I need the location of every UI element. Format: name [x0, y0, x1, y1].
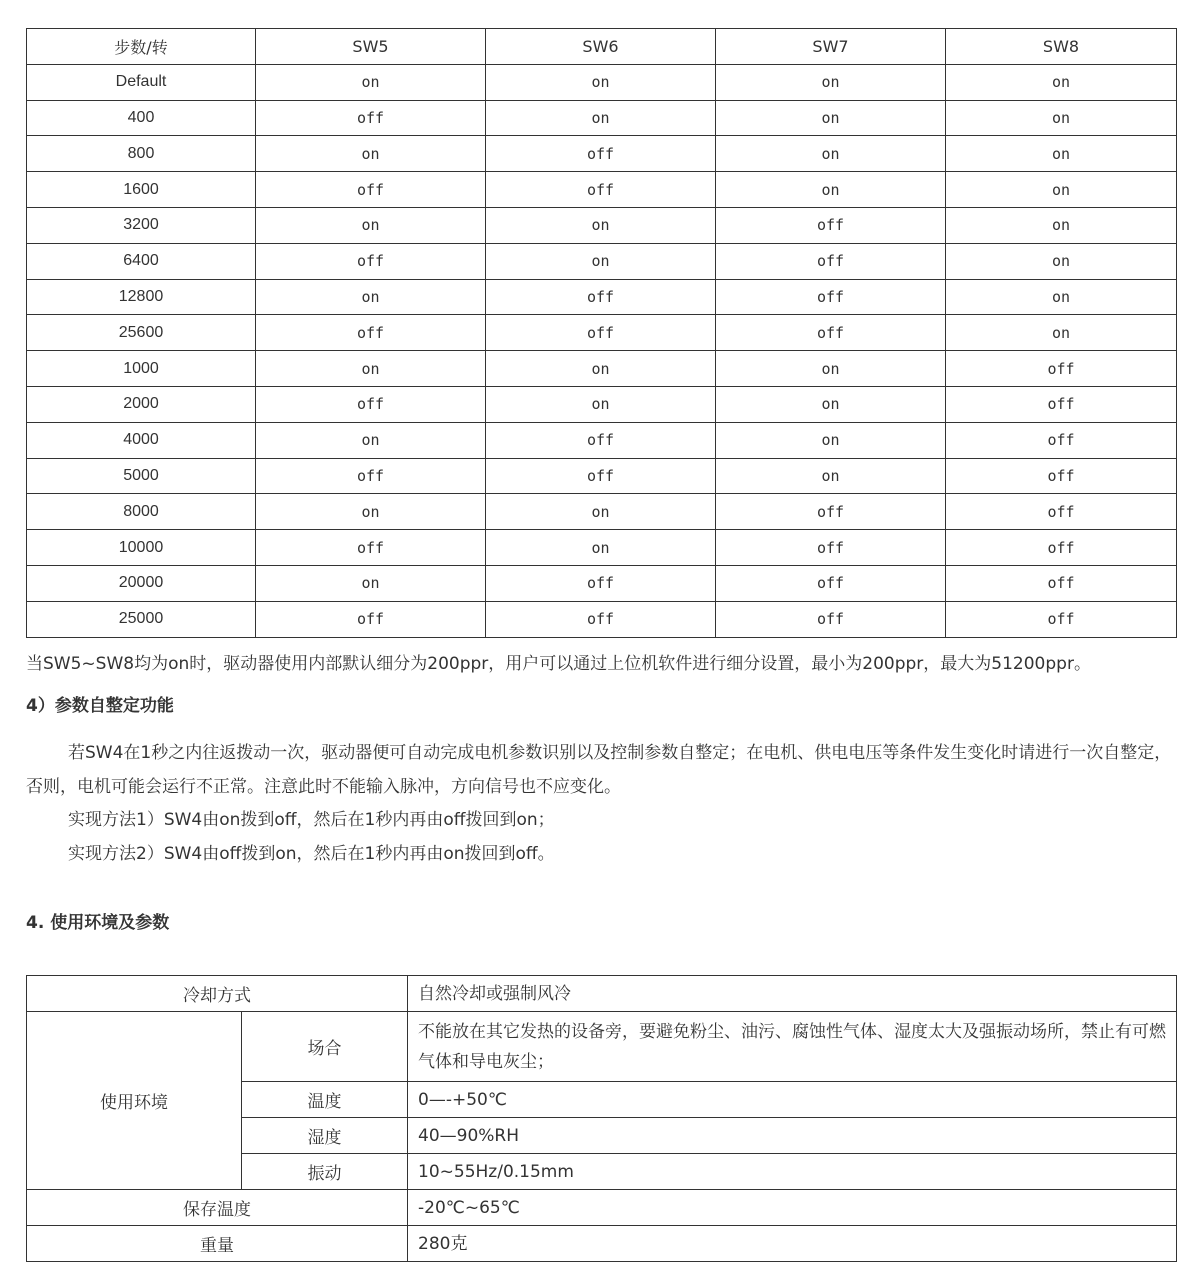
steps-cell: 10000	[27, 530, 256, 566]
table-header-row	[27, 29, 1177, 65]
switch-state-cell: off	[256, 172, 486, 208]
steps-cell: 4000	[27, 422, 256, 458]
switch-state-cell: off	[256, 458, 486, 494]
occasion-label: 场合	[242, 1012, 408, 1082]
header-cell: SW5	[256, 29, 486, 65]
table-row	[27, 279, 1177, 315]
switch-state-cell: off	[946, 458, 1177, 494]
switch-state-cell: on	[256, 136, 486, 172]
switch-state-cell: off	[486, 279, 716, 315]
temperature-label: 温度	[242, 1082, 408, 1118]
switch-state-cell: on	[716, 351, 946, 387]
switch-state-cell: on	[256, 207, 486, 243]
steps-cell: 8000	[27, 494, 256, 530]
occasion-value: 不能放在其它发热的设备旁，要避免粉尘、油污、腐蚀性气体、湿度太大及强振动场所，禁止有可燃气体和导电灰尘；	[408, 1012, 1177, 1082]
switch-state-cell: on	[946, 207, 1177, 243]
section-environment-title: 4. 使用环境及参数	[26, 913, 170, 933]
switch-state-cell: on	[716, 100, 946, 136]
env-label: 使用环境	[27, 1012, 242, 1190]
table-row	[27, 530, 1177, 566]
steps-cell: 5000	[27, 458, 256, 494]
auto-tune-paragraph: 若SW4在1秒之内往返拨动一次，驱动器便可自动完成电机参数识别以及控制参数自整定；在电机、供电电压等条件发生变化时请进行一次自整定，否则，电机可能会运行不正常。注意此时不能输入脉冲，方向信号也不应变化。	[26, 743, 1172, 797]
switch-state-cell: on	[716, 386, 946, 422]
switch-state-cell: on	[716, 422, 946, 458]
switch-state-cell: on	[716, 172, 946, 208]
header-cell: 步数/转	[27, 29, 256, 65]
switch-state-cell: on	[486, 386, 716, 422]
header-cell: SW7	[716, 29, 946, 65]
table-row	[27, 243, 1177, 279]
table-row	[27, 422, 1177, 458]
switch-state-cell: on	[256, 351, 486, 387]
cooling-value: 自然冷却或强制风冷	[408, 976, 1177, 1012]
switch-state-cell: off	[256, 601, 486, 637]
table-row	[27, 64, 1177, 100]
table-row	[27, 494, 1177, 530]
switch-state-cell: on	[486, 100, 716, 136]
steps-cell: 25000	[27, 601, 256, 637]
switch-state-cell: off	[256, 100, 486, 136]
switch-state-cell: off	[486, 601, 716, 637]
switch-state-cell: off	[716, 601, 946, 637]
switch-state-cell: on	[946, 64, 1177, 100]
switch-state-cell: off	[716, 279, 946, 315]
steps-cell: 3200	[27, 207, 256, 243]
switch-state-cell: off	[716, 207, 946, 243]
switch-state-cell: on	[716, 458, 946, 494]
switch-state-cell: off	[486, 136, 716, 172]
switch-state-cell: off	[946, 386, 1177, 422]
switch-state-cell: off	[946, 494, 1177, 530]
switch-state-cell: off	[486, 565, 716, 601]
switch-state-cell: on	[716, 64, 946, 100]
vibration-value: 10~55Hz/0.15mm	[408, 1154, 1177, 1190]
steps-cell: 12800	[27, 279, 256, 315]
table-row	[27, 207, 1177, 243]
steps-cell: 2000	[27, 386, 256, 422]
switch-state-cell: off	[486, 172, 716, 208]
switch-state-cell: off	[486, 458, 716, 494]
table-row	[27, 351, 1177, 387]
humidity-value: 40—90%RH	[408, 1118, 1177, 1154]
microstep-note: 当SW5~SW8均为on时，驱动器使用内部默认细分为200ppr，用户可以通过上位机软件进行细分设置，最小为200ppr，最大为51200ppr。	[26, 654, 1091, 674]
switch-state-cell: on	[486, 494, 716, 530]
switch-state-cell: on	[946, 279, 1177, 315]
steps-cell: 25600	[27, 315, 256, 351]
switch-state-cell: on	[946, 136, 1177, 172]
switch-state-cell: on	[486, 207, 716, 243]
switch-state-cell: off	[486, 422, 716, 458]
weight-label: 重量	[27, 1226, 408, 1262]
dip-switch-table	[26, 28, 1177, 638]
switch-state-cell: on	[256, 279, 486, 315]
switch-state-cell: off	[256, 386, 486, 422]
method-1-text: 实现方法1）SW4由on拨到off，然后在1秒内再由off拨回到on；	[68, 810, 555, 830]
switch-state-cell: off	[716, 494, 946, 530]
switch-state-cell: on	[256, 422, 486, 458]
switch-state-cell: off	[716, 243, 946, 279]
switch-state-cell: off	[946, 530, 1177, 566]
table-row	[27, 386, 1177, 422]
steps-cell: 400	[27, 100, 256, 136]
switch-state-cell: on	[256, 565, 486, 601]
table-row	[27, 100, 1177, 136]
switch-state-cell: off	[256, 243, 486, 279]
table-row	[27, 172, 1177, 208]
switch-state-cell: on	[256, 64, 486, 100]
switch-state-cell: off	[946, 351, 1177, 387]
switch-state-cell: on	[486, 530, 716, 566]
weight-value: 280克	[408, 1226, 1177, 1262]
switch-state-cell: on	[486, 351, 716, 387]
humidity-label: 湿度	[242, 1118, 408, 1154]
switch-state-cell: off	[946, 422, 1177, 458]
header-cell: SW6	[486, 29, 716, 65]
switch-state-cell: off	[716, 565, 946, 601]
switch-state-cell: off	[946, 565, 1177, 601]
table-row	[27, 565, 1177, 601]
steps-cell: 1600	[27, 172, 256, 208]
table-row	[27, 458, 1177, 494]
section-auto-tune-title: 4）参数自整定功能	[26, 696, 174, 716]
header-cell: SW8	[946, 29, 1177, 65]
switch-state-cell: on	[716, 136, 946, 172]
switch-state-cell: on	[486, 243, 716, 279]
vibration-label: 振动	[242, 1154, 408, 1190]
switch-state-cell: on	[946, 100, 1177, 136]
cooling-label: 冷却方式	[27, 976, 408, 1012]
storage-temp-value: -20℃~65℃	[408, 1190, 1177, 1226]
temperature-value: 0—-+50℃	[408, 1082, 1177, 1118]
table-row	[27, 601, 1177, 637]
table-row	[27, 136, 1177, 172]
switch-state-cell: on	[486, 64, 716, 100]
method-2-text: 实现方法2）SW4由off拨到on，然后在1秒内再由on拨回到off。	[68, 844, 555, 864]
switch-state-cell: off	[716, 530, 946, 566]
steps-cell: 800	[27, 136, 256, 172]
switch-state-cell: on	[256, 494, 486, 530]
switch-state-cell: on	[946, 243, 1177, 279]
environment-table	[26, 975, 1177, 1262]
steps-cell: Default	[27, 64, 256, 100]
switch-state-cell: off	[256, 530, 486, 566]
switch-state-cell: off	[716, 315, 946, 351]
switch-state-cell: off	[486, 315, 716, 351]
steps-cell: 20000	[27, 565, 256, 601]
switch-state-cell: off	[946, 601, 1177, 637]
switch-state-cell: off	[256, 315, 486, 351]
storage-temp-label: 保存温度	[27, 1190, 408, 1226]
table-row	[27, 315, 1177, 351]
switch-state-cell: on	[946, 315, 1177, 351]
steps-cell: 1000	[27, 351, 256, 387]
steps-cell: 6400	[27, 243, 256, 279]
switch-state-cell: on	[946, 172, 1177, 208]
